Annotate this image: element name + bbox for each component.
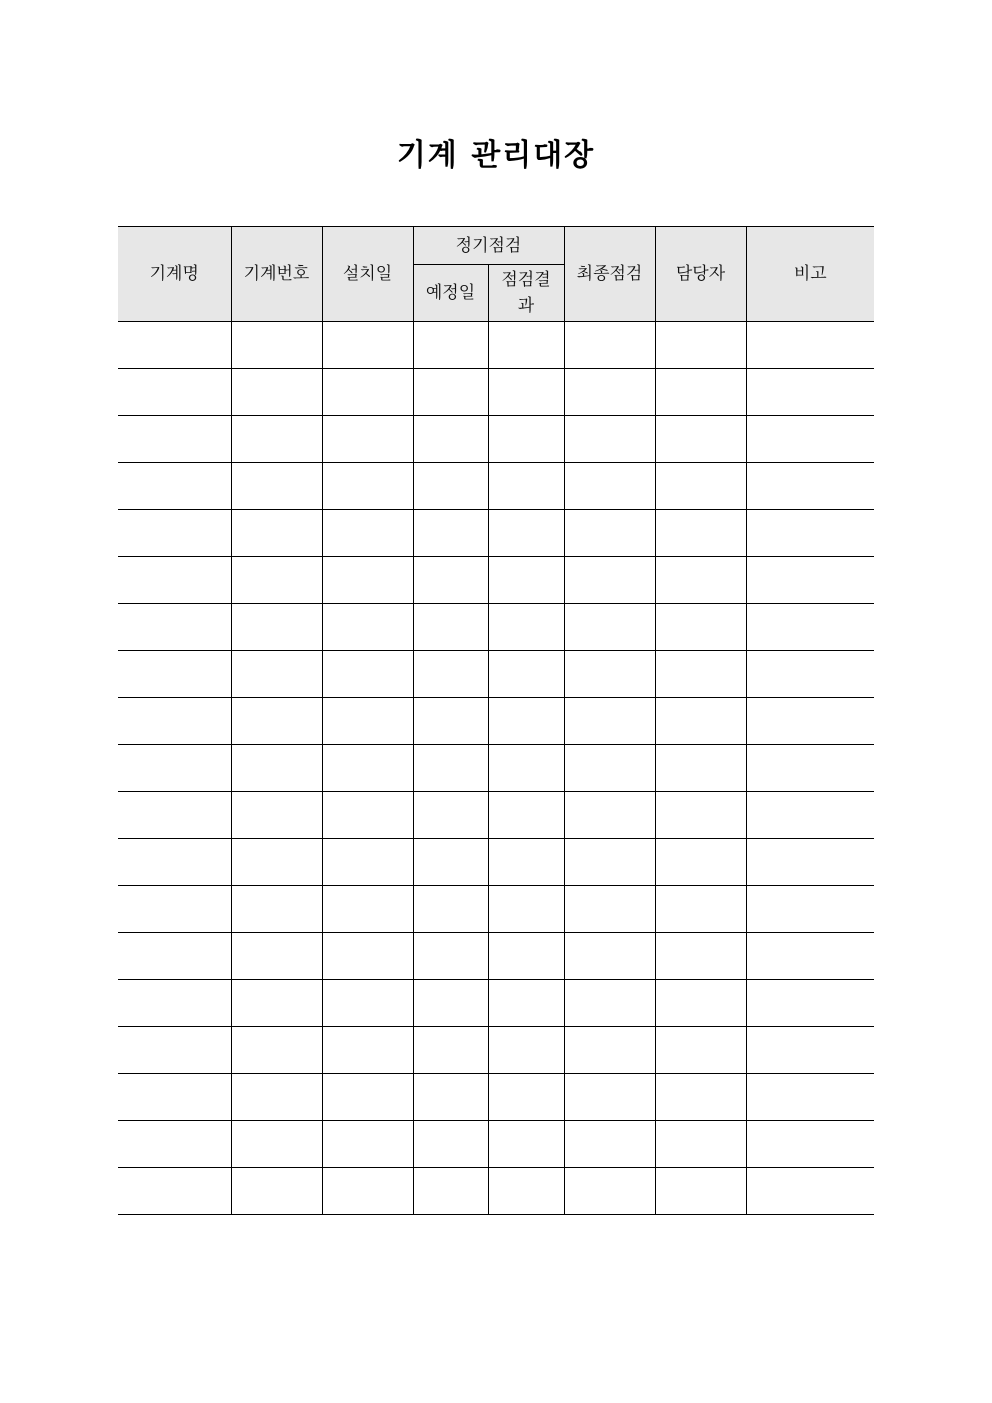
header-inspection-result: 점검결과 — [488, 265, 564, 322]
table-row — [118, 557, 874, 604]
cell-scheduled-date — [413, 604, 488, 651]
cell-final-inspection — [564, 322, 655, 369]
cell-machine-name — [118, 651, 231, 698]
cell-machine-name — [118, 510, 231, 557]
cell-person-in-charge — [655, 1168, 746, 1215]
cell-final-inspection — [564, 604, 655, 651]
cell-final-inspection — [564, 1027, 655, 1074]
cell-machine-name — [118, 1074, 231, 1121]
table-row — [118, 933, 874, 980]
cell-machine-number — [231, 792, 322, 839]
cell-machine-number — [231, 1074, 322, 1121]
cell-remarks — [746, 1074, 874, 1121]
cell-final-inspection — [564, 886, 655, 933]
cell-machine-name — [118, 745, 231, 792]
cell-machine-number — [231, 933, 322, 980]
cell-remarks — [746, 886, 874, 933]
cell-inspection-result — [488, 933, 564, 980]
cell-scheduled-date — [413, 463, 488, 510]
cell-person-in-charge — [655, 651, 746, 698]
cell-inspection-result — [488, 510, 564, 557]
cell-remarks — [746, 839, 874, 886]
cell-machine-name — [118, 792, 231, 839]
cell-machine-number — [231, 698, 322, 745]
cell-scheduled-date — [413, 839, 488, 886]
cell-final-inspection — [564, 1074, 655, 1121]
cell-install-date — [322, 1168, 413, 1215]
cell-machine-name — [118, 463, 231, 510]
cell-inspection-result — [488, 322, 564, 369]
table-row — [118, 463, 874, 510]
cell-machine-name — [118, 1121, 231, 1168]
cell-person-in-charge — [655, 557, 746, 604]
cell-remarks — [746, 698, 874, 745]
cell-inspection-result — [488, 792, 564, 839]
cell-person-in-charge — [655, 604, 746, 651]
cell-person-in-charge — [655, 322, 746, 369]
cell-inspection-result — [488, 369, 564, 416]
cell-remarks — [746, 933, 874, 980]
table-row — [118, 416, 874, 463]
cell-final-inspection — [564, 745, 655, 792]
cell-person-in-charge — [655, 510, 746, 557]
cell-remarks — [746, 416, 874, 463]
cell-final-inspection — [564, 651, 655, 698]
cell-inspection-result — [488, 557, 564, 604]
cell-install-date — [322, 886, 413, 933]
cell-scheduled-date — [413, 698, 488, 745]
table-row — [118, 980, 874, 1027]
cell-machine-number — [231, 886, 322, 933]
cell-remarks — [746, 463, 874, 510]
cell-install-date — [322, 322, 413, 369]
table-row — [118, 369, 874, 416]
table-row — [118, 745, 874, 792]
header-machine-name: 기계명 — [118, 227, 231, 322]
cell-install-date — [322, 416, 413, 463]
cell-scheduled-date — [413, 1027, 488, 1074]
cell-install-date — [322, 369, 413, 416]
cell-install-date — [322, 933, 413, 980]
cell-final-inspection — [564, 1121, 655, 1168]
cell-machine-number — [231, 322, 322, 369]
cell-scheduled-date — [413, 745, 488, 792]
cell-machine-number — [231, 745, 322, 792]
table-row — [118, 1074, 874, 1121]
cell-inspection-result — [488, 416, 564, 463]
cell-machine-number — [231, 1168, 322, 1215]
cell-machine-number — [231, 557, 322, 604]
cell-person-in-charge — [655, 416, 746, 463]
cell-remarks — [746, 980, 874, 1027]
cell-inspection-result — [488, 745, 564, 792]
cell-person-in-charge — [655, 792, 746, 839]
table-row — [118, 698, 874, 745]
cell-person-in-charge — [655, 886, 746, 933]
cell-install-date — [322, 510, 413, 557]
cell-remarks — [746, 322, 874, 369]
cell-person-in-charge — [655, 698, 746, 745]
cell-person-in-charge — [655, 980, 746, 1027]
cell-scheduled-date — [413, 1074, 488, 1121]
cell-remarks — [746, 1027, 874, 1074]
table-row — [118, 1027, 874, 1074]
cell-remarks — [746, 1168, 874, 1215]
cell-scheduled-date — [413, 510, 488, 557]
cell-person-in-charge — [655, 369, 746, 416]
header-regular-inspection: 정기점검 — [413, 227, 564, 265]
cell-machine-number — [231, 980, 322, 1027]
cell-install-date — [322, 1027, 413, 1074]
cell-inspection-result — [488, 1121, 564, 1168]
cell-remarks — [746, 745, 874, 792]
header-final-inspection: 최종점검 — [564, 227, 655, 322]
table-row — [118, 792, 874, 839]
cell-person-in-charge — [655, 745, 746, 792]
cell-machine-name — [118, 369, 231, 416]
cell-inspection-result — [488, 1074, 564, 1121]
cell-inspection-result — [488, 839, 564, 886]
cell-machine-number — [231, 651, 322, 698]
cell-inspection-result — [488, 980, 564, 1027]
cell-machine-name — [118, 886, 231, 933]
cell-final-inspection — [564, 698, 655, 745]
table-row — [118, 839, 874, 886]
table-row — [118, 604, 874, 651]
cell-install-date — [322, 792, 413, 839]
cell-person-in-charge — [655, 933, 746, 980]
cell-machine-name — [118, 839, 231, 886]
cell-final-inspection — [564, 839, 655, 886]
cell-install-date — [322, 745, 413, 792]
header-scheduled-date: 예정일 — [413, 265, 488, 322]
table-row — [118, 322, 874, 369]
cell-remarks — [746, 604, 874, 651]
cell-machine-name — [118, 698, 231, 745]
cell-inspection-result — [488, 1027, 564, 1074]
cell-scheduled-date — [413, 1121, 488, 1168]
cell-machine-number — [231, 1121, 322, 1168]
cell-remarks — [746, 557, 874, 604]
cell-install-date — [322, 604, 413, 651]
header-machine-number: 기계번호 — [231, 227, 322, 322]
cell-final-inspection — [564, 792, 655, 839]
cell-final-inspection — [564, 463, 655, 510]
cell-person-in-charge — [655, 1074, 746, 1121]
cell-final-inspection — [564, 557, 655, 604]
cell-install-date — [322, 463, 413, 510]
cell-install-date — [322, 557, 413, 604]
table-row — [118, 510, 874, 557]
machine-register-table — [118, 226, 874, 1215]
header-remarks: 비고 — [746, 227, 874, 322]
cell-final-inspection — [564, 416, 655, 463]
cell-install-date — [322, 980, 413, 1027]
cell-machine-number — [231, 416, 322, 463]
table-body — [118, 322, 874, 1215]
cell-machine-name — [118, 1168, 231, 1215]
cell-final-inspection — [564, 510, 655, 557]
cell-scheduled-date — [413, 1168, 488, 1215]
cell-scheduled-date — [413, 416, 488, 463]
cell-install-date — [322, 1074, 413, 1121]
cell-person-in-charge — [655, 839, 746, 886]
table-header — [118, 227, 874, 322]
cell-final-inspection — [564, 980, 655, 1027]
cell-remarks — [746, 1121, 874, 1168]
document-title: 기계 관리대장 — [396, 138, 596, 173]
cell-scheduled-date — [413, 792, 488, 839]
header-install-date: 설치일 — [322, 227, 413, 322]
cell-inspection-result — [488, 604, 564, 651]
cell-machine-name — [118, 980, 231, 1027]
cell-machine-name — [118, 416, 231, 463]
cell-scheduled-date — [413, 369, 488, 416]
cell-machine-name — [118, 933, 231, 980]
cell-scheduled-date — [413, 651, 488, 698]
cell-scheduled-date — [413, 557, 488, 604]
cell-install-date — [322, 698, 413, 745]
cell-final-inspection — [564, 933, 655, 980]
cell-person-in-charge — [655, 1027, 746, 1074]
cell-machine-number — [231, 463, 322, 510]
cell-install-date — [322, 651, 413, 698]
cell-scheduled-date — [413, 886, 488, 933]
cell-inspection-result — [488, 698, 564, 745]
cell-machine-number — [231, 510, 322, 557]
cell-machine-name — [118, 604, 231, 651]
cell-inspection-result — [488, 1168, 564, 1215]
cell-final-inspection — [564, 369, 655, 416]
table-row — [118, 886, 874, 933]
cell-machine-name — [118, 1027, 231, 1074]
cell-scheduled-date — [413, 933, 488, 980]
cell-install-date — [322, 839, 413, 886]
cell-scheduled-date — [413, 322, 488, 369]
table-row — [118, 1121, 874, 1168]
cell-remarks — [746, 369, 874, 416]
cell-machine-number — [231, 839, 322, 886]
cell-scheduled-date — [413, 980, 488, 1027]
cell-machine-name — [118, 322, 231, 369]
cell-person-in-charge — [655, 463, 746, 510]
table-row — [118, 1168, 874, 1215]
cell-inspection-result — [488, 463, 564, 510]
cell-machine-number — [231, 1027, 322, 1074]
cell-machine-number — [231, 604, 322, 651]
cell-machine-number — [231, 369, 322, 416]
cell-person-in-charge — [655, 1121, 746, 1168]
cell-machine-name — [118, 557, 231, 604]
header-person-in-charge: 담당자 — [655, 227, 746, 322]
cell-inspection-result — [488, 886, 564, 933]
cell-remarks — [746, 792, 874, 839]
cell-install-date — [322, 1121, 413, 1168]
table-row — [118, 651, 874, 698]
cell-remarks — [746, 651, 874, 698]
cell-remarks — [746, 510, 874, 557]
cell-final-inspection — [564, 1168, 655, 1215]
cell-inspection-result — [488, 651, 564, 698]
